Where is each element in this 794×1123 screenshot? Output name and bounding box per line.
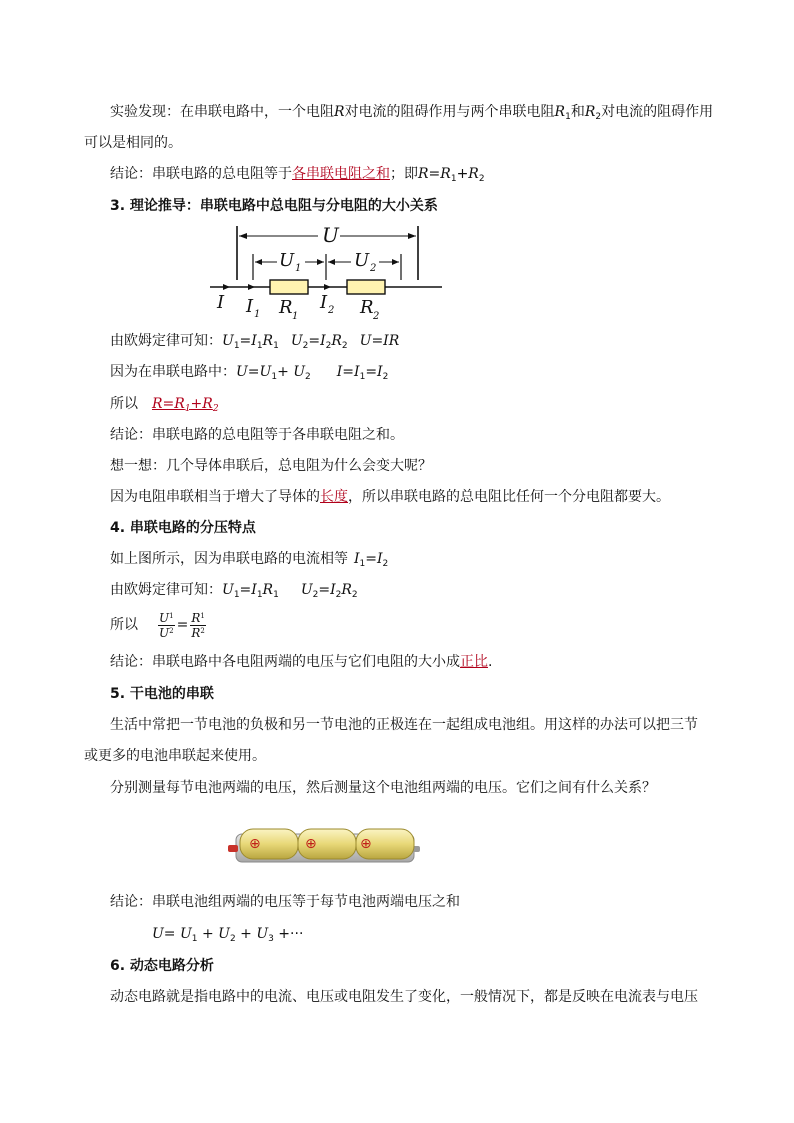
answer-sum: 各串联电阻之和 (292, 166, 390, 182)
ohm-law-2: 由欧姆定律可知：$U_1=I_1R_1$ $U_2=I_2R_2$ (110, 582, 358, 600)
conclusion-2: 结论：串联电路的总电阻等于各串联电阻之和。 (110, 427, 404, 443)
series-relation: 因为在串联电路中：$U=U_1+ U_2$ $I=I_1=I_2$ (110, 364, 389, 382)
svg-text:1: 1 (295, 263, 302, 274)
dynamic-circuit-paragraph: 动态电路就是指电路中的电流、电压或电阻发生了变化，一般情况下，都是反映在电流表与电压 (110, 989, 698, 1005)
svg-text:1: 1 (254, 309, 261, 320)
svg-text:2: 2 (370, 263, 377, 274)
conclusion-3: 结论：串联电路中各电阻两端的电压与它们电阻的大小成正比. (110, 654, 493, 670)
therefore-ratio: 所以 $\frac{U^1}{U^2}$ = $\frac{R^1}{R^2}$ (110, 610, 205, 640)
svg-text:2: 2 (328, 305, 335, 316)
label-i2: I (320, 292, 328, 313)
experiment-finding-cont: 可以是相同的。 (84, 135, 182, 151)
u-arrow-left (239, 233, 247, 239)
section-3-heading: 3. 理论推导：串联电路中总电阻与分电阻的大小关系 (110, 198, 438, 214)
section-6-heading: 6. 动态电路分析 (110, 958, 214, 974)
svg-text:2: 2 (373, 311, 380, 322)
label-r1: R (279, 297, 293, 318)
current-arrow-1 (223, 284, 230, 290)
section-4-heading: 4. 串联电路的分压特点 (110, 520, 256, 536)
think-question: 想一想：几个导体串联后，总电阻为什么会变大呢？ (110, 458, 432, 474)
label-i1: I (246, 296, 254, 317)
label-r2: R (360, 297, 374, 318)
series-circuit-diagram (200, 220, 450, 324)
battery-paragraph-cont: 或更多的电池串联起来使用。 (84, 748, 266, 764)
battery-paragraph: 生活中常把一节电池的负极和另一节电池的正极连在一起组成电池组。用这样的办法可以把三节 (110, 717, 698, 733)
ohm-law-1: 由欧姆定律可知：$U_1=I_1R_1$ $U_2=I_2R_2$ U=IR (110, 333, 400, 351)
resistor-r2 (347, 280, 385, 294)
plus-icon: ⊕ (305, 836, 317, 852)
label-u: U (322, 223, 339, 247)
current-equal: 如上图所示，因为串联电路的电流相等 $I_1=I_2$ (110, 551, 389, 569)
svg-text:1: 1 (292, 311, 299, 322)
because-explanation: 因为电阻串联相当于增大了导体的长度，所以串联电路的总电阻比任何一个分电阻都要大。 (110, 489, 670, 505)
fraction-u: $\frac{U^1}{U^2}$ (159, 610, 174, 640)
label-i: I (217, 292, 225, 313)
answer-proportional: 正比 (460, 654, 488, 670)
therefore-1: 所以 $R=R_1+R_2$ (110, 396, 219, 414)
voltage-sum-formula: $U= U_1 + U_2 + U_3$ +··· (152, 926, 304, 944)
answer-length: 长度 (320, 489, 348, 505)
fraction-r: $\frac{R^1}{R^2}$ (191, 610, 205, 640)
current-arrow-3 (324, 284, 331, 290)
answer-formula: $R=R_1+R_2$ (152, 396, 219, 414)
conclusion-1: 结论：串联电路的总电阻等于各串联电阻之和；即$R=R_1+R_2$ (110, 166, 485, 184)
label-u2: U (354, 250, 370, 271)
current-arrow-2 (248, 284, 255, 290)
battery-pack-image (222, 826, 426, 866)
label-u1: U (279, 250, 295, 271)
measure-question: 分别测量每节电池两端的电压，然后测量这个电池组两端的电压。它们之间有什么关系？ (110, 780, 656, 796)
conclusion-4: 结论：串联电池组两端的电压等于每节电池两端电压之和 (110, 894, 460, 910)
section-5-heading: 5. 干电池的串联 (110, 686, 214, 702)
u-arrow-right (408, 233, 416, 239)
plus-icon: ⊕ (360, 836, 372, 852)
negative-terminal (228, 845, 238, 852)
experiment-finding: 实验发现：在串联电路中，一个电阻R对电流的阻碍作用与两个串联电阻$R_1$和$R_2$对电流的阻碍作用 (110, 104, 714, 122)
plus-icon: ⊕ (249, 836, 261, 852)
resistor-r1 (270, 280, 308, 294)
